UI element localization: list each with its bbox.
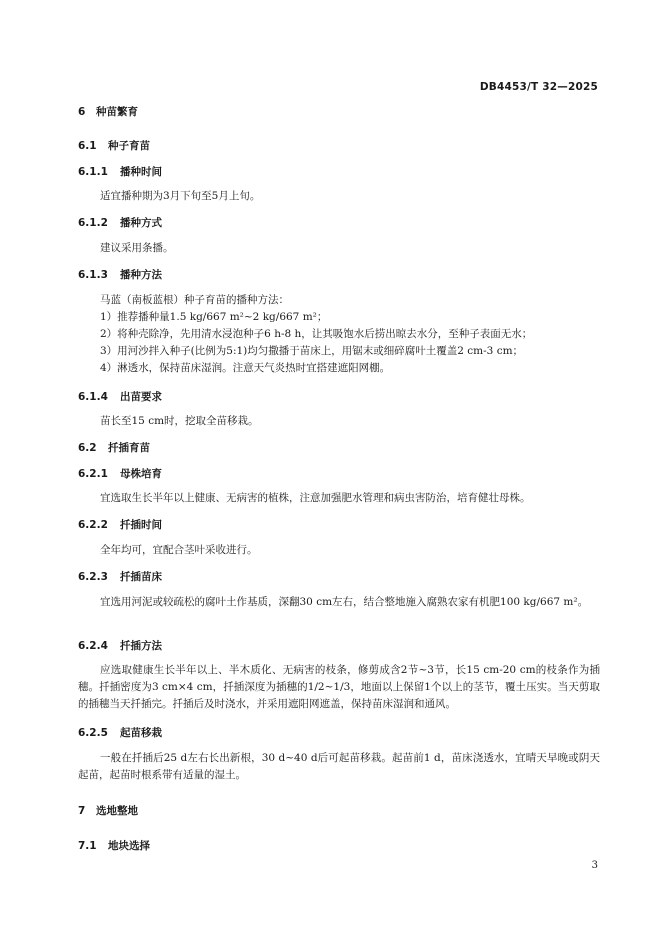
heading-title: 播种方法 (120, 269, 162, 281)
heading-number: 6.2.1 (78, 468, 108, 480)
heading-title: 扦插苗床 (120, 571, 162, 583)
heading-7-1 (78, 838, 150, 853)
heading-6-2-4 (78, 638, 162, 653)
heading-title: 扦插方法 (120, 640, 162, 652)
heading-6-2 (78, 440, 150, 455)
heading-title: 母株培育 (120, 468, 162, 480)
heading-6-2-2 (78, 517, 162, 532)
paragraph-6-2-1: 宜选取生长半年以上健康、无病害的植株，注意加强肥水管理和病虫害防治，培育健壮母株。 (100, 492, 531, 504)
heading-number: 6.2.4 (78, 640, 108, 652)
paragraph-6-2-3: 宜选用河泥或较疏松的腐叶土作基质，深翻30 cm左右，结合整地施入腐熟农家有机肥100 kg/667 m²。 (100, 596, 589, 608)
page-number: 3 (591, 860, 598, 871)
heading-6-1-2 (78, 215, 162, 230)
heading-number: 6.1.3 (78, 269, 108, 281)
heading-number: 6.1.2 (78, 217, 108, 229)
heading-number: 6.2 (78, 442, 97, 454)
heading-6-2-3 (78, 569, 162, 584)
heading-title: 种苗繁育 (96, 106, 138, 118)
heading-6-1-1 (78, 164, 162, 179)
document-code: DB4453/T 32—2025 (479, 81, 598, 93)
paragraph-6-2-2: 全年均可，宜配合茎叶采收进行。 (100, 544, 258, 556)
heading-title: 扦插时间 (120, 519, 162, 531)
heading-title: 出苗要求 (120, 391, 162, 403)
heading-title: 播种时间 (120, 166, 162, 178)
heading-number: 7 (78, 805, 86, 817)
heading-6-2-1 (78, 466, 162, 481)
heading-number: 6.2.3 (78, 571, 108, 583)
heading-number: 6 (78, 106, 86, 118)
heading-title: 地块选择 (108, 840, 150, 852)
heading-title: 种子育苗 (108, 140, 150, 152)
heading-6 (78, 104, 138, 119)
heading-number: 6.2.5 (78, 727, 108, 739)
heading-7 (78, 803, 138, 818)
list-item: 3）用河沙拌入种子(比例为5:1)均匀撒播于苗床上，用锯末或细碎腐叶土覆盖2 cm-3 cm； (100, 345, 524, 357)
list-item: 4）淋透水，保持苗床湿润。注意天气炎热时宜搭建遮阳网棚。 (100, 362, 391, 374)
list-item: 1）推荐播种量1.5 kg/667 m²~2 kg/667 m²； (100, 311, 328, 323)
paragraph-6-1-4: 苗长至15 cm时，挖取全苗移栽。 (100, 415, 259, 427)
paragraph-6-1-3-intro: 马蓝（南板蓝根）种子育苗的播种方法： (100, 294, 289, 306)
heading-6-1-4 (78, 389, 162, 404)
heading-6-1 (78, 138, 150, 153)
heading-number: 6.1 (78, 140, 97, 152)
list-item: 2）将种壳除净，先用清水浸泡种子6 h-8 h，让其吸饱水后捞出晾去水分，至种子表面无水； (100, 328, 533, 340)
heading-title: 扦插育苗 (108, 442, 150, 454)
heading-number: 6.1.1 (78, 166, 108, 178)
heading-number: 6.1.4 (78, 391, 108, 403)
heading-6-1-3 (78, 267, 162, 282)
heading-title: 起苗移栽 (120, 727, 162, 739)
paragraph-6-1-1: 适宜播种期为3月下旬至5月上旬。 (100, 190, 261, 202)
heading-number: 7.1 (78, 840, 97, 852)
paragraph-6-2-4: 应选取健康生长半年以上、半木质化、无病害的枝条，修剪成含2节~3节，长15 cm-20 cm的枝条作为插穗。扦插密度为3 cm×4 cm，扦插深度为插穗的1/2~1/3，地面以上保留1个以上的茎节，覆土压实。当天剪取的插穗当天扦插完。扦插后及时浇水，并采用遮阳网遮盖，保持苗床湿润和通风。 (78, 664, 600, 710)
paragraph-6-2-5: 一般在扦插后25 d左右长出新根，30 d~40 d后可起苗移栽。起苗前1 d，苗床浇透水，宜晴天早晚或阴天起苗，起苗时根系带有适量的湿土。 (78, 752, 600, 781)
paragraph-6-1-2: 建议采用条播。 (100, 242, 174, 254)
heading-title: 播种方式 (120, 217, 162, 229)
heading-title: 选地整地 (96, 805, 138, 817)
heading-number: 6.2.2 (78, 519, 108, 531)
heading-6-2-5 (78, 725, 162, 740)
